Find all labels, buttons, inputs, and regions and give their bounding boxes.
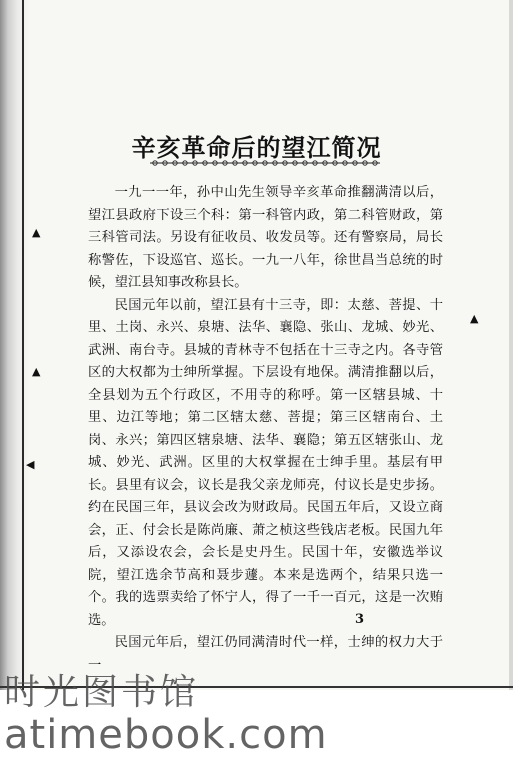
left-border-line: [22, 0, 24, 690]
book-spine-shadow: [0, 0, 30, 690]
page-number: 3: [355, 612, 365, 627]
title-ornament-divider: [150, 158, 380, 168]
watermark-url: atimebook.com: [4, 712, 328, 758]
right-page-edge: [509, 0, 513, 690]
margin-mark: ▲: [32, 226, 41, 239]
paragraph-3: 民国元年后，望江仍同满清时代一样，士绅的权力大于一: [88, 635, 443, 673]
watermark-chinese: 时光图书馆: [4, 672, 200, 713]
margin-mark: ▲: [32, 365, 41, 378]
margin-arrow-mark: ◀: [26, 458, 35, 471]
article-title: 辛亥革命后的望江简况: [131, 133, 382, 163]
article-body: [88, 182, 443, 677]
margin-mark: ▲: [470, 312, 479, 325]
paragraph-2: 民国元年以前，望江县有十三寺，即：太慈、菩提、十里、土岗、永兴、泉塘、法华、襄隐、张山、龙城、妙光、武洲、南台寺。县城的青林寺不包括在十三寺之内。各寺管区的大权都为士绅所掌握。下层设有地保。满清推翻以后，全县划为五个行政区，不用寺的称呼。第一区辖县城、十里、边江等地；第二区辖太慈、菩提；第三区辖南台、土岗、永兴；第四区辖泉塘、法华、襄隐；第五区辖张山、龙城、妙光、武洲。区里的大权掌握在士绅手里。基层有甲长。县里有议会，议长是我父亲龙师亮，付议长是史步扬。约在民国三年，县议会改为财政局。民国五年后，又设立商会，正、付会长是陈尚廉、萧之桢这些钱店老板。民国九年后，又添设农会，会长是史丹生。民国十年，安徽选举议院，望江选余节高和聂步蘧。本来是选两个，结果只选一个。我的选票卖给了怀宁人，得了一千一百元，这是一次贿选。: [88, 297, 443, 628]
paragraph-1: 一九一一年，孙中山先生领导辛亥革命推翻满清以后，望江县政府下设三个科：第一科管内政，第二科管财政，第三科管司法。另设有征收员、收发员等。还有警察局，局长称警佐，下设巡官、巡长。一九一八年，徐世昌当总统的时候，望江县知事改称县长。: [88, 185, 443, 290]
